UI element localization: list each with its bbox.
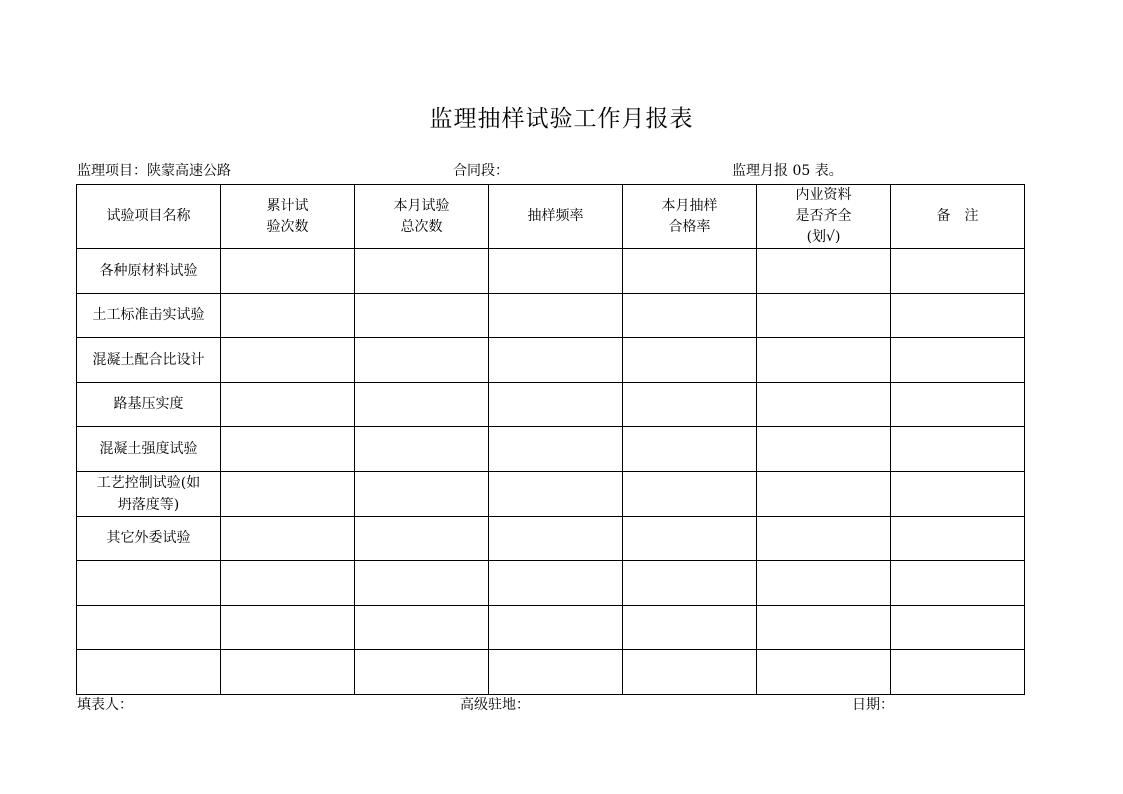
- test-item-name-cell: [77, 561, 221, 606]
- table-row: [77, 427, 1025, 472]
- test-item-name-cell: [77, 249, 221, 294]
- data-entry-cell[interactable]: [891, 516, 1025, 561]
- data-entry-cell[interactable]: [489, 427, 623, 472]
- data-entry-cell[interactable]: [891, 382, 1025, 427]
- data-entry-cell[interactable]: [355, 516, 489, 561]
- table-row: [77, 249, 1025, 294]
- data-entry-cell[interactable]: [891, 561, 1025, 606]
- test-item-name-cell: [77, 382, 221, 427]
- data-entry-cell[interactable]: [489, 650, 623, 695]
- column-header: [77, 185, 221, 249]
- test-item-name: 混凝土强度试验: [99, 440, 198, 457]
- test-item-name: 工艺控制试验(如: [96, 474, 201, 491]
- column-header: [221, 185, 355, 249]
- filler-label: 填表人：: [77, 697, 133, 713]
- data-entry-cell[interactable]: [623, 605, 757, 650]
- data-entry-cell[interactable]: [623, 516, 757, 561]
- data-entry-cell[interactable]: [757, 516, 891, 561]
- data-entry-cell[interactable]: [221, 561, 355, 606]
- test-item-name-cell: [77, 516, 221, 561]
- project-line: [77, 160, 231, 182]
- contract-label: 合同段：: [453, 163, 509, 179]
- data-entry-cell[interactable]: [355, 293, 489, 338]
- data-entry-cell[interactable]: [221, 605, 355, 650]
- data-entry-cell[interactable]: [489, 382, 623, 427]
- data-entry-cell[interactable]: [757, 249, 891, 294]
- data-entry-cell[interactable]: [623, 650, 757, 695]
- column-header-text: 总次数: [400, 218, 443, 235]
- project-label: 监理项目：: [77, 163, 147, 179]
- data-entry-cell[interactable]: [757, 605, 891, 650]
- table-row: [77, 382, 1025, 427]
- data-entry-cell[interactable]: [489, 471, 623, 516]
- test-item-name-cell: [77, 293, 221, 338]
- data-entry-cell[interactable]: [757, 471, 891, 516]
- data-entry-cell[interactable]: [891, 293, 1025, 338]
- data-entry-cell[interactable]: [355, 427, 489, 472]
- column-header: [891, 185, 1025, 249]
- data-entry-cell[interactable]: [355, 561, 489, 606]
- project-value: 陕蒙高速公路: [147, 163, 231, 179]
- data-entry-cell[interactable]: [891, 427, 1025, 472]
- table-body: [77, 185, 1025, 695]
- data-entry-cell[interactable]: [757, 293, 891, 338]
- table-row: [77, 605, 1025, 650]
- data-entry-cell[interactable]: [757, 650, 891, 695]
- data-entry-cell[interactable]: [757, 382, 891, 427]
- data-entry-cell[interactable]: [221, 382, 355, 427]
- data-entry-cell[interactable]: [891, 471, 1025, 516]
- data-entry-cell[interactable]: [757, 338, 891, 383]
- data-entry-cell[interactable]: [221, 650, 355, 695]
- data-entry-cell[interactable]: [221, 338, 355, 383]
- test-item-name: 混凝土配合比设计: [92, 351, 205, 368]
- test-item-name: 路基压实度: [113, 396, 184, 413]
- data-entry-cell[interactable]: [489, 561, 623, 606]
- data-entry-cell[interactable]: [489, 293, 623, 338]
- report-number-label: 监理月报 05 表。: [732, 163, 843, 179]
- column-header-text: 抽样频率: [527, 208, 584, 224]
- data-entry-cell[interactable]: [623, 249, 757, 294]
- report-table: [76, 184, 1025, 695]
- test-item-name: 土工标准击实试验: [92, 307, 205, 324]
- station-label: 高级驻地：: [460, 697, 530, 713]
- data-entry-cell[interactable]: [221, 249, 355, 294]
- table-row: [77, 293, 1025, 338]
- data-entry-cell[interactable]: [623, 338, 757, 383]
- test-item-name-cell: [77, 338, 221, 383]
- test-item-name-cell: [77, 650, 221, 695]
- data-entry-cell[interactable]: [891, 605, 1025, 650]
- data-entry-cell[interactable]: [489, 338, 623, 383]
- column-header: [355, 185, 489, 249]
- column-header-text: 累计试: [266, 197, 309, 214]
- column-header: [489, 185, 623, 249]
- form-title: 监理抽样试验工作月报表: [429, 106, 694, 132]
- data-entry-cell[interactable]: [355, 471, 489, 516]
- data-entry-cell[interactable]: [355, 650, 489, 695]
- column-header-text: 本月抽样: [661, 197, 718, 214]
- data-entry-cell[interactable]: [489, 516, 623, 561]
- data-entry-cell[interactable]: [355, 338, 489, 383]
- table-row: [77, 516, 1025, 561]
- table-row: [77, 471, 1025, 516]
- table-row: [77, 650, 1025, 695]
- column-header-text: 备 注: [936, 208, 979, 224]
- test-item-name: 各种原材料试验: [99, 262, 198, 279]
- date-label: 日期：: [852, 697, 894, 713]
- data-entry-cell[interactable]: [757, 561, 891, 606]
- data-entry-cell[interactable]: [489, 605, 623, 650]
- table-row: [77, 338, 1025, 383]
- data-entry-cell[interactable]: [757, 427, 891, 472]
- data-entry-cell[interactable]: [891, 338, 1025, 383]
- test-item-name-cell: [77, 427, 221, 472]
- data-entry-cell[interactable]: [623, 561, 757, 606]
- data-entry-cell[interactable]: [221, 516, 355, 561]
- data-entry-cell[interactable]: [355, 605, 489, 650]
- data-entry-cell[interactable]: [221, 471, 355, 516]
- data-entry-cell[interactable]: [355, 382, 489, 427]
- table-row: [77, 561, 1025, 606]
- column-header: [623, 185, 757, 249]
- column-header-text: 合格率: [668, 218, 711, 235]
- column-header: [757, 185, 891, 249]
- column-header-text: 内业资料: [795, 187, 852, 203]
- data-entry-cell[interactable]: [623, 382, 757, 427]
- column-header-text: 验次数: [266, 218, 309, 235]
- test-item-name-cell: [77, 605, 221, 650]
- test-item-name: 坍落度等): [117, 496, 180, 513]
- data-entry-cell[interactable]: [489, 249, 623, 294]
- data-entry-cell[interactable]: [623, 293, 757, 338]
- data-entry-cell[interactable]: [891, 249, 1025, 294]
- column-header-text: 试验项目名称: [106, 208, 191, 224]
- column-header-text: 是否齐全: [795, 208, 852, 224]
- data-entry-cell[interactable]: [221, 427, 355, 472]
- data-entry-cell[interactable]: [623, 427, 757, 472]
- column-header-text: (划√): [806, 229, 841, 245]
- column-header-text: 本月试验: [393, 197, 450, 214]
- test-item-name: 其它外委试验: [106, 530, 191, 547]
- data-entry-cell[interactable]: [891, 650, 1025, 695]
- data-entry-cell[interactable]: [623, 471, 757, 516]
- data-entry-cell[interactable]: [355, 249, 489, 294]
- header-row: [77, 185, 1025, 249]
- data-entry-cell[interactable]: [221, 293, 355, 338]
- test-item-name-cell: [77, 471, 221, 516]
